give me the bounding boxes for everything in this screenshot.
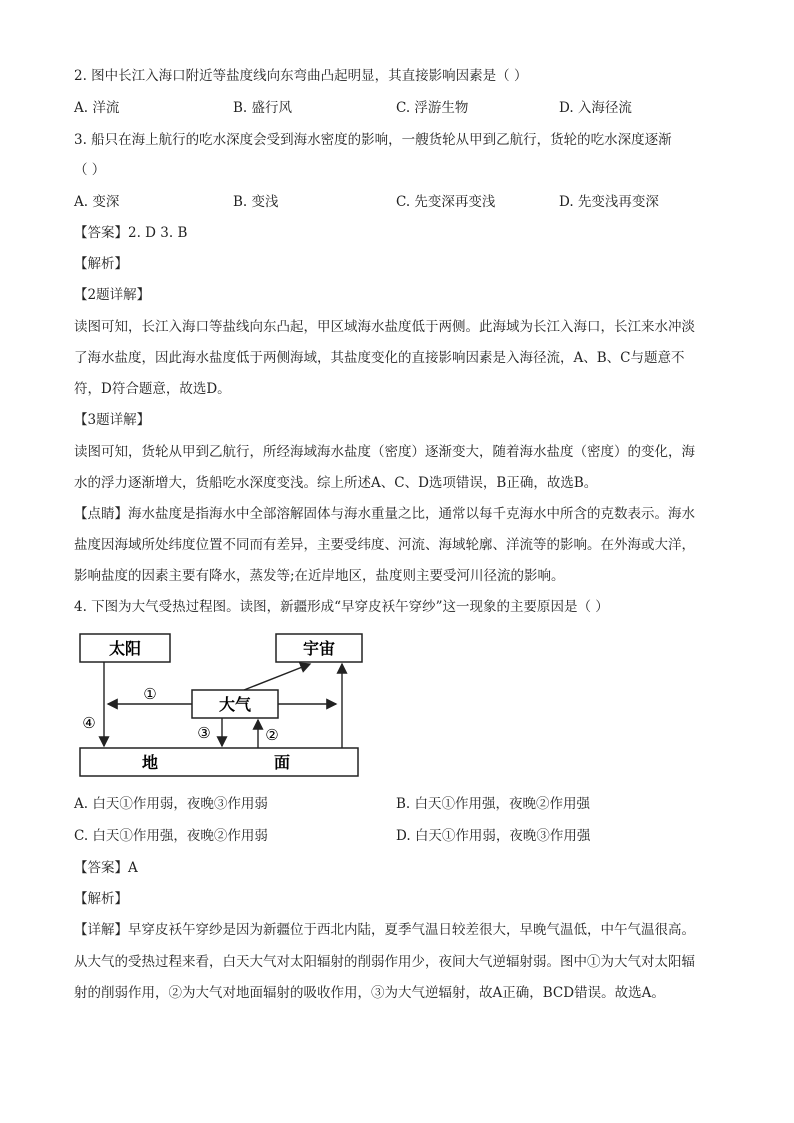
tip-line: 影响盐度的因素主要有降水，蒸发等;在近岸地区，盐度则主要受河川径流的影响。 xyxy=(74,568,565,584)
q2-option-d: D. 入海径流 xyxy=(559,100,632,116)
q4-option-b: B. 白天①作用强，夜晚②作用强 xyxy=(396,796,591,812)
q4-stem: 4. 下图为大气受热过程图。读图，新疆形成“早穿皮袄午穿纱”这一现象的主要原因是（ ） xyxy=(74,599,609,615)
detail-4-line: 从大气的受热过程来看，白天大气对太阳辐射的削弱作用少，夜间大气逆辐射弱。图中①为大气对太阳辐 xyxy=(74,954,695,970)
analysis-heading-2-3: 【解析】 xyxy=(74,256,128,272)
atmosphere-label: 大气 xyxy=(218,695,252,714)
tip-line: 盐度因海域所处纬度位置不同而有差异，主要受纬度、河流、海域轮廓、洋流等的影响。在外海或大洋， xyxy=(74,537,695,553)
q3-option-b: B. 变浅 xyxy=(233,194,279,210)
sun-label: 太阳 xyxy=(108,639,142,658)
q2-stem: 2. 图中长江入海口附近等盐度线向东弯曲凸起明显，其直接影响因素是（ ） xyxy=(74,68,528,84)
q2-option-a: A. 洋流 xyxy=(74,100,120,116)
q2-option-c: C. 浮游生物 xyxy=(396,100,469,116)
tip-line: 【点睛】海水盐度是指海水中全部溶解固体与海水重量之比，通常以每千克海水中所含的克数表示。海水 xyxy=(74,506,695,522)
detail-2-heading: 【2题详解】 xyxy=(74,287,151,303)
label-4: ④ xyxy=(82,714,96,732)
detail-3-line: 水的浮力逐渐增大，货船吃水深度变浅。综上所述A、C、D选项错误，B正确，故选B。 xyxy=(74,475,598,491)
q3-option-c: C. 先变深再变浅 xyxy=(396,194,496,210)
label-1: ① xyxy=(143,685,157,703)
ground-label-right: 面 xyxy=(273,753,291,772)
q4-option-a: A. 白天①作用弱，夜晚③作用弱 xyxy=(74,796,268,812)
analysis-heading-4: 【解析】 xyxy=(74,891,128,907)
detail-2-line: 了海水盐度，因此海水盐度低于两侧海域，其盐度变化的直接影响因素是入海径流，A、B、C与题意不 xyxy=(74,350,685,366)
q3-stem-cont: （ ） xyxy=(74,162,106,178)
ground-label-left: 地 xyxy=(141,753,159,772)
q4-option-d: D. 白天①作用弱，夜晚③作用强 xyxy=(396,828,591,844)
detail-3-heading: 【3题详解】 xyxy=(74,412,151,428)
detail-4-line: 射的削弱作用，②为大气对地面辐射的吸收作用，③为大气逆辐射，故A正确，BCD错误。故选A。 xyxy=(74,985,665,1001)
detail-3-line: 读图可知，货轮从甲到乙航行，所经海域海水盐度（密度）逐渐变大，随着海水盐度（密度）的变化，海 xyxy=(74,444,695,460)
detail-2-line: 读图可知，长江入海口等盐线向东凸起，甲区域海水盐度低于两侧。此海域为长江入海口，长江来水冲淡 xyxy=(74,319,695,335)
q3-option-a: A. 变深 xyxy=(74,194,120,210)
detail-2-line: 符，D符合题意，故选D。 xyxy=(74,381,231,397)
answer-4: 【答案】A xyxy=(74,860,138,876)
q4-option-c: C. 白天①作用强，夜晚②作用弱 xyxy=(74,828,268,844)
atmosphere-heating-diagram xyxy=(74,628,374,780)
label-3: ③ xyxy=(197,724,211,742)
detail-4-line: 【详解】早穿皮袄午穿纱是因为新疆位于西北内陆，夏季气温日较差很大，早晚气温低，中午气温很高。 xyxy=(74,922,695,938)
q2-option-b: B. 盛行风 xyxy=(233,100,293,116)
label-2: ② xyxy=(265,726,279,744)
arrow-atmosphere-universe xyxy=(244,664,310,690)
q3-stem: 3. 船只在海上航行的吃水深度会受到海水密度的影响，一艘货轮从甲到乙航行，货轮的吃水深度逐渐 xyxy=(74,132,672,148)
ground-box xyxy=(80,748,358,776)
answer-2-3: 【答案】2. D 3. B xyxy=(74,225,188,241)
q3-option-d: D. 先变浅再变深 xyxy=(559,194,659,210)
universe-label: 宇宙 xyxy=(302,639,336,658)
